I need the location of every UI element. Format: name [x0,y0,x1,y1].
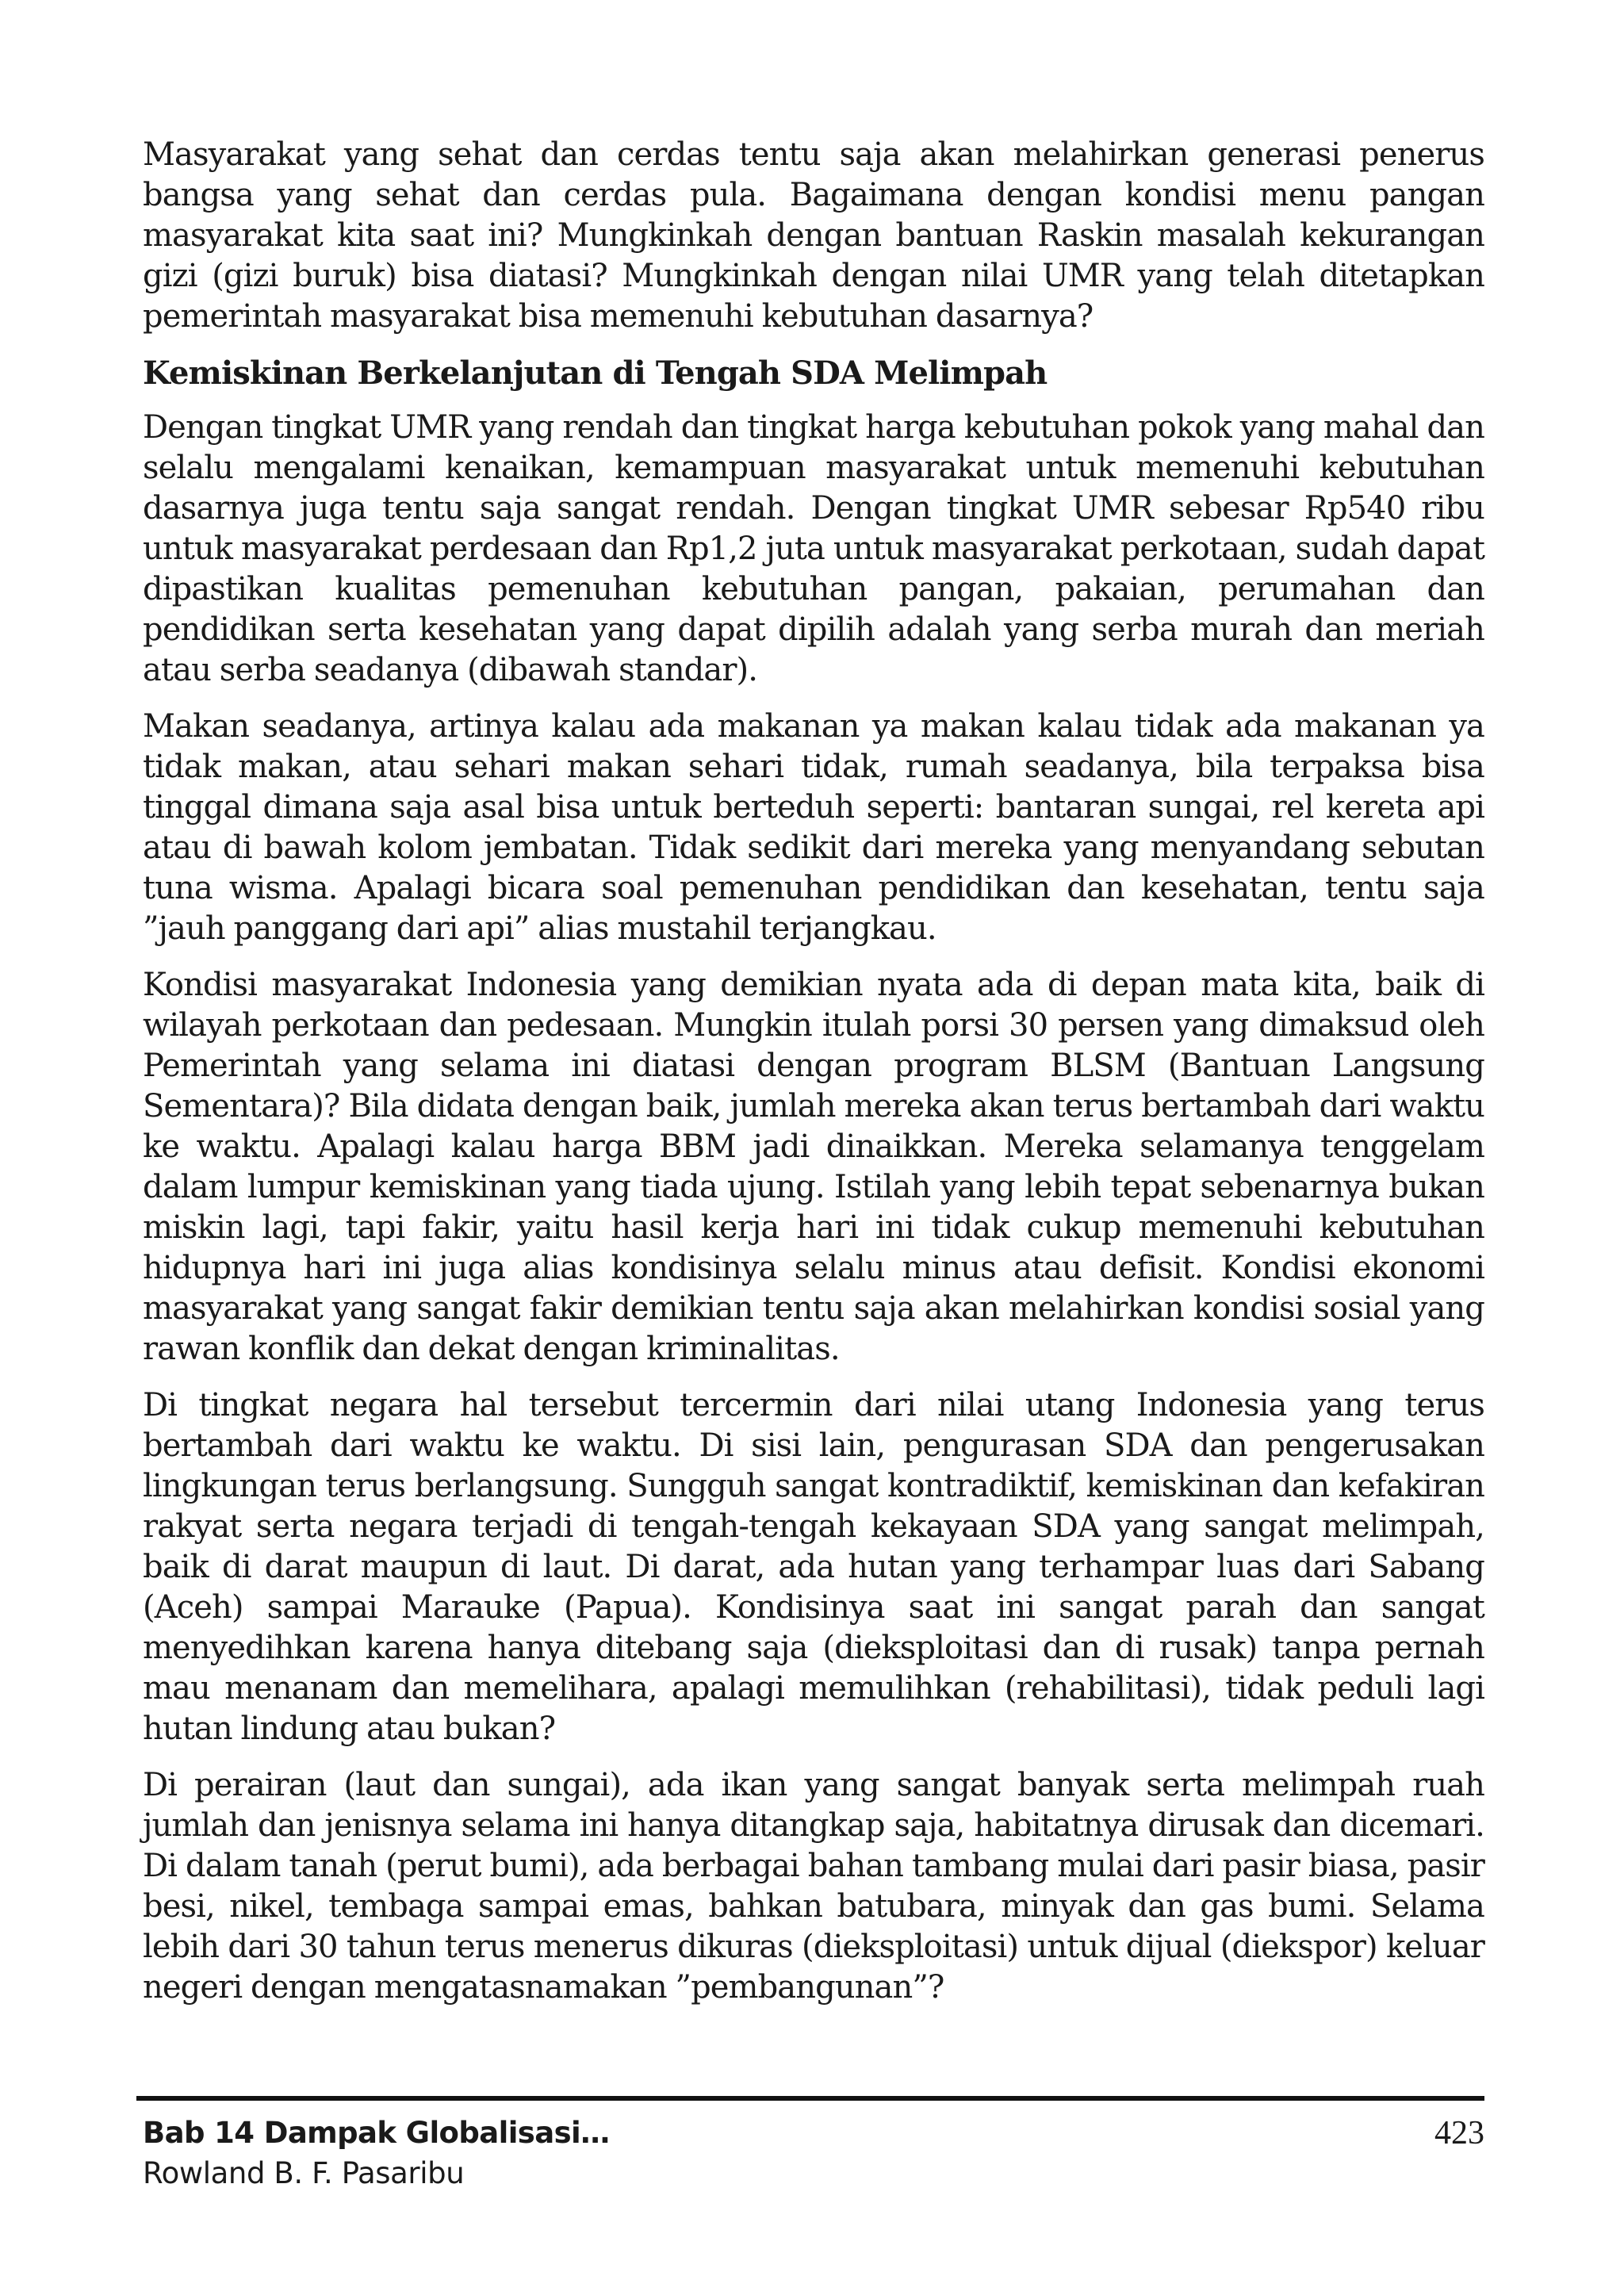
page-footer [143,2113,1484,2193]
page-body [143,135,1484,2024]
paragraph-1: Masyarakat yang sehat dan cerdas tentu saja akan melahirkan generasi penerus bangsa yang sehat dan cerdas pula. Bagaimana dengan kondisi menu pangan masyarakat kita saat ini? Mungkinkah dengan bantuan Raskin masalah kekurangan gizi (gizi buruk) bisa diatasi? Mungkinkah dengan nilai UMR yang telah ditetapkan pemerintah masyarakat bisa memenuhi kebutuhan dasarnya? [143,136,1484,335]
paragraph-2: Dengan tingkat UMR yang rendah dan tingkat harga kebutuhan pokok yang mahal dan selalu mengalami kenaikan, kemampuan masyarakat untuk memenuhi kebutuhan dasarnya juga tentu saja sangat rendah. Dengan tingkat UMR sebesar Rp540 ribu untuk masyarakat perdesaan dan Rp1,2 juta untuk masyarakat perkotaan, sudah dapat dipastikan kualitas pemenuhan kebutuhan pangan, pakaian, perumahan dan pendidikan serta kesehatan yang dapat dipilih adalah yang serba murah dan meriah atau serba seadanya (dibawah standar). [143,409,1484,688]
paragraph-4: Kondisi masyarakat Indonesia yang demikian nyata ada di depan mata kita, baik di wilayah perkotaan dan pedesaan. Mungkin itulah porsi 30 persen yang dimaksud oleh Pemerintah yang selama ini diatasi dengan program BLSM (Bantuan Langsung Sementara)? Bila didata dengan baik, jumlah mereka akan terus bertambah dari waktu ke waktu. Apalagi kalau harga BBM jadi dinaikkan. Mereka selamanya tenggelam dalam lumpur kemiskinan yang tiada ujung. Istilah yang lebih tepat sebenarnya bukan miskin lagi, tapi fakir, yaitu hasil kerja hari ini tidak cukup memenuhi kebutuhan hidupnya hari ini juga alias kondisinya selalu minus atau defisit. Kondisi ekonomi masyarakat yang sangat fakir demikian tentu saja akan melahirkan kondisi sosial yang rawan konflik dan dekat dengan kriminalitas. [143,967,1484,1367]
footer-divider [136,2096,1484,2101]
paragraph-6: Di perairan (laut dan sungai), ada ikan yang sangat banyak serta melimpah ruah jumlah dan jenisnya selama ini hanya ditangkap saja, habitatnya dirusak dan dicemari. Di dalam tanah (perut bumi), ada berbagai bahan tambang mulai dari pasir biasa, pasir besi, nikel, tembaga sampai emas, bahkan batubara, minyak dan gas bumi. Selama lebih dari 30 tahun terus menerus dikuras (dieksploitasi) untuk dijual (diekspor) keluar negeri dengan mengatasnamakan ”pembangunan”? [143,1767,1484,2006]
footer-chapter-title: Bab 14 Dampak Globalisasi… [143,2116,610,2150]
paragraph-5: Di tingkat negara hal tersebut tercermin dari nilai utang Indonesia yang terus bertambah dari waktu ke waktu. Di sisi lain, pengurasan SDA dan pengerusakan lingkungan terus berlangsung. Sungguh sangat kontradiktif, kemiskinan dan kefakiran rakyat serta negara terjadi di tengah-tengah kekayaan SDA yang sangat melimpah, baik di darat maupun di laut. Di darat, ada hutan yang terhampar luas dari Sabang (Aceh) sampai Marauke (Papua). Kondisinya saat ini sangat parah dan sangat menyedihkan karena hanya ditebang saja (dieksploitasi dan di rusak) tanpa pernah mau menanam dan memelihara, apalagi memulihkan (rehabilitasi), tidak peduli lagi hutan lindung atau bukan? [143,1387,1484,1747]
page-number: 423 [1434,2115,1484,2151]
section-heading: Kemiskinan Berkelanjutan di Tengah SDA Melimpah [143,354,1048,392]
paragraph-3: Makan seadanya, artinya kalau ada makanan ya makan kalau tidak ada makanan ya tidak makan, atau sehari makan sehari tidak, rumah seadanya, bila terpaksa bisa tinggal dimana saja asal bisa untuk berteduh seperti: bantaran sungai, rel kereta api atau di bawah kolom jembatan. Tidak sedikit dari mereka yang menyandang sebutan tuna wisma. Apalagi bicara soal pemenuhan pendidikan dan kesehatan, tentu saja ”jauh panggang dari api” alias mustahil terjangkau. [143,708,1484,947]
footer-author: Rowland B. F. Pasaribu [143,2156,465,2190]
